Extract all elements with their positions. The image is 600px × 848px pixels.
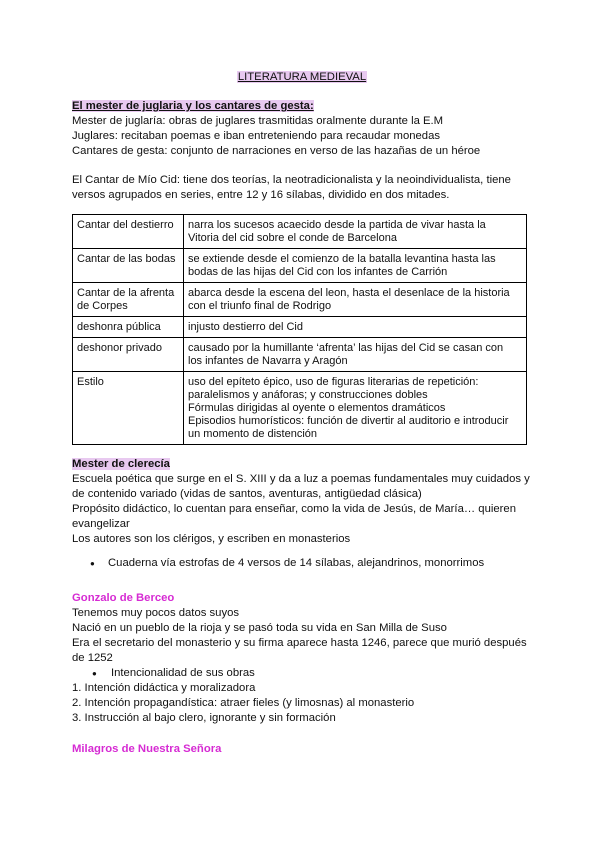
numbered-item: 3. Instrucción al bajo clero, ignorante y sin formación	[72, 712, 336, 724]
text-line: evangelizar	[72, 518, 130, 530]
table-row	[73, 215, 527, 249]
text-line: Nació en un pueblo de la rioja y se pasó toda su vida en San Milla de Suso	[72, 622, 447, 634]
table-row	[73, 249, 527, 283]
table-row	[73, 338, 527, 372]
text-line: Tenemos muy pocos datos suyos	[72, 607, 240, 619]
title-container	[72, 70, 532, 85]
table-cell-desc	[184, 338, 527, 372]
cell-line: bodas de las hijas del Cid con los infantes de Carrión	[188, 266, 448, 278]
document-content	[72, 70, 532, 757]
cell-line: los infantes de Navarra y Aragón	[188, 355, 348, 367]
cell-line: paralelismos y anáforas; y construcciones dobles	[188, 389, 428, 401]
table-cell-label: Cantar del destierro	[73, 215, 184, 249]
table-cell-desc	[184, 215, 527, 249]
table-row	[73, 317, 527, 338]
text-line: Propósito didáctico, lo cuentan para enseñar, como la vida de Jesús, de María… quieren	[72, 503, 516, 515]
page-title: LITERATURA MEDIEVAL	[237, 71, 367, 83]
table-cell-label: deshonra pública	[73, 317, 184, 338]
cell-line: causado por la humillante ‘afrenta’ las hijas del Cid se casan con	[188, 342, 504, 354]
text-line: Cantares de gesta: conjunto de narraciones en verso de las hazañas de un héroe	[72, 145, 481, 157]
numbered-item: 1. Intención didáctica y moralizadora	[72, 682, 256, 694]
table-cell-desc	[184, 317, 527, 338]
text-line: Juglares: recitaban poemas e iban entreteniendo para recaudar monedas	[72, 130, 441, 142]
table-cell-label: deshonor privado	[73, 338, 184, 372]
text-line: Mester de juglaría: obras de juglares trasmitidas oralmente durante la E.M	[72, 115, 444, 127]
text-line: de contenido variado (vidas de santos, aventuras, antigüedad clásica)	[72, 488, 422, 500]
bullet-list	[72, 556, 532, 571]
text-line: Escuela poética que surge en el S. XIII y da a luz a poemas fundamentales muy cuidados y	[72, 473, 530, 485]
text-line: de 1252	[72, 652, 113, 664]
section-heading-clerecia: Mester de clerecía	[72, 458, 170, 470]
table-cell-desc	[184, 372, 527, 445]
cell-line: Vitoria del cid sobre el conde de Barcelona	[188, 232, 397, 244]
section-heading-milagros: Milagros de Nuestra Señora	[72, 743, 222, 755]
table-cell-label: Cantar de la afrenta de Corpes	[73, 283, 184, 317]
table-cell-desc	[184, 249, 527, 283]
cell-line: abarca desde la escena del leon, hasta el desenlace de la historia	[188, 287, 510, 299]
section-heading-berceo: Gonzalo de Berceo	[72, 592, 175, 604]
cell-line: un momento de distención	[188, 428, 318, 440]
text-line: Los autores son los clérigos, y escriben en monasterios	[72, 533, 351, 545]
cell-line: injusto destierro del Cid	[188, 321, 303, 333]
table-row	[73, 372, 527, 445]
text-line: Era el secretario del monasterio y su firma aparece hasta 1246, parece que murió después	[72, 637, 527, 649]
cell-line: Episodios humorísticos: función de divertir al auditorio e introducir	[188, 415, 509, 427]
section-heading-juglaria: El mester de juglaria y los cantares de gesta:	[72, 100, 314, 112]
cid-intro-paragraph: El Cantar de Mío Cid: tiene dos teorías, la neotradicionalista y la neoindividualista, tiene versos agrupados en series, entre 12 y 16 sílabas, dividido en dos mitades.	[72, 174, 511, 201]
table-row	[73, 283, 527, 317]
cid-table	[72, 214, 527, 445]
table-cell-desc	[184, 283, 527, 317]
cell-line: se extiende desde el comienzo de la batalla levantina hasta las	[188, 253, 496, 265]
table-cell-label: Cantar de las bodas	[73, 249, 184, 283]
numbered-item: 2. Intención propagandística: atraer fieles (y limosnas) al monasterio	[72, 697, 415, 709]
list-item: ● Cuaderna vía estrofas de 4 versos de 14 sílabas, alejandrinos, monorrimos	[72, 556, 532, 571]
bullet-list	[72, 666, 532, 681]
cell-line: Fórmulas dirigidas al oyente o elementos dramáticos	[188, 402, 446, 414]
cell-line: uso del epíteto épico, uso de figuras literarias de repetición:	[188, 376, 479, 388]
table-cell-label: Estilo	[73, 372, 184, 445]
cell-line: con el triunfo final de Rodrigo	[188, 300, 332, 312]
list-item: ● Intencionalidad de sus obras	[72, 666, 532, 681]
cell-line: narra los sucesos acaecido desde la partida de vivar hasta la	[188, 219, 486, 231]
